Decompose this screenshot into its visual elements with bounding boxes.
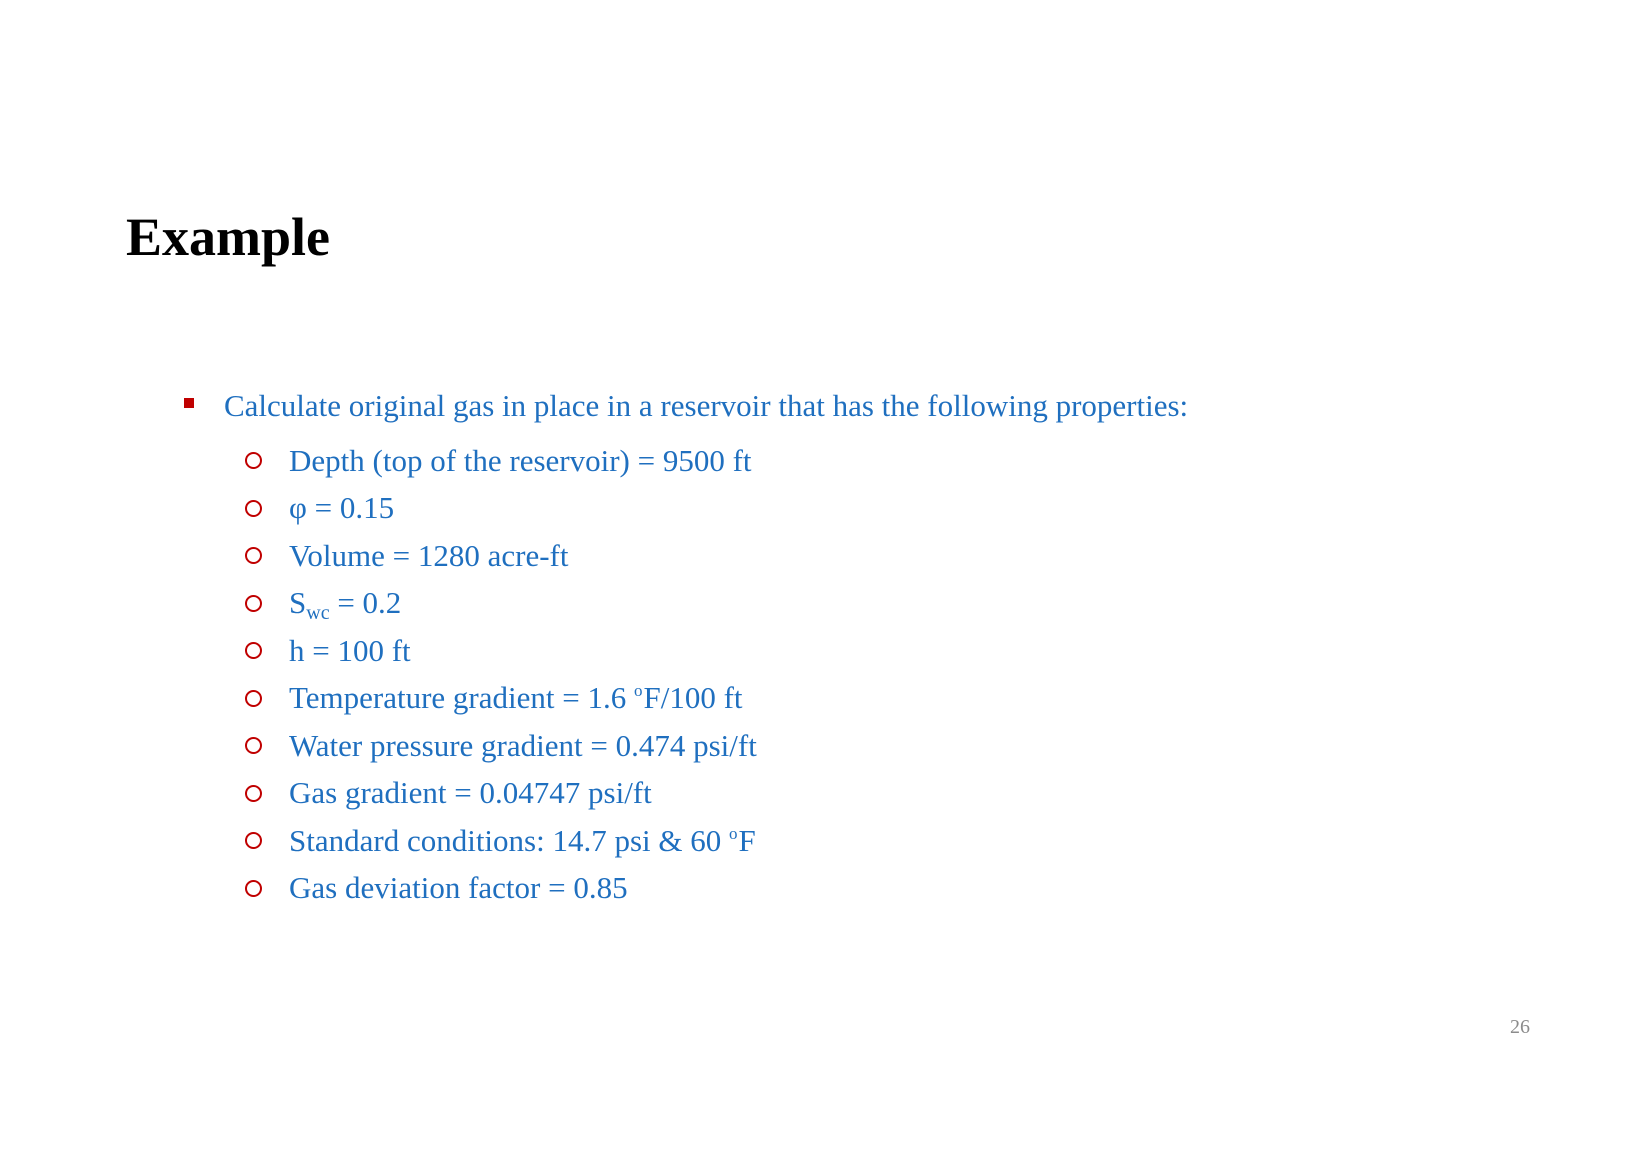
property-text (289, 678, 743, 718)
main-bullet-text: Calculate original gas in place in a reservoir that has the following properties: (224, 388, 1189, 423)
circle-bullet-icon (245, 690, 262, 707)
property-text: Gas deviation factor = 0.85 (289, 870, 628, 906)
page-number: 26 (1510, 1016, 1530, 1038)
degree-superscript: o (633, 681, 643, 701)
slide-title: Example (126, 207, 331, 267)
property-item-temperature-gradient (245, 675, 757, 723)
property-subscript: wc (306, 602, 330, 625)
property-text (289, 821, 756, 861)
circle-bullet-icon (245, 737, 262, 754)
property-text: h = 100 ft (289, 632, 411, 668)
property-unit: F/100 ft (643, 680, 743, 716)
property-text: Water pressure gradient = 0.474 psi/ft (289, 727, 757, 763)
circle-bullet-icon (245, 547, 262, 564)
property-list (245, 437, 757, 912)
property-item-volume (245, 532, 757, 580)
property-symbol: S (289, 585, 307, 621)
property-item-standard-conditions (245, 817, 757, 865)
property-label: Standard conditions: 14.7 psi & 60 (289, 822, 730, 858)
property-item-thickness (245, 627, 757, 675)
main-bullet (184, 383, 1188, 429)
property-text: Depth (top of the reservoir) = 9500 ft (289, 442, 752, 478)
circle-bullet-icon (245, 642, 262, 659)
circle-bullet-icon (245, 880, 262, 897)
property-unit: F (738, 822, 756, 858)
property-label: Temperature gradient = 1.6 (289, 680, 634, 716)
circle-bullet-icon (245, 452, 262, 469)
property-text: Gas gradient = 0.04747 psi/ft (289, 775, 652, 811)
circle-bullet-icon (245, 785, 262, 802)
square-bullet-icon (184, 398, 194, 408)
property-item-porosity (245, 485, 757, 533)
property-item-deviation-factor (245, 865, 757, 913)
circle-bullet-icon (245, 500, 262, 517)
property-value: = 0.2 (329, 585, 402, 621)
property-text (289, 583, 401, 623)
property-text: φ = 0.15 (289, 490, 395, 526)
circle-bullet-icon (245, 832, 262, 849)
property-item-gas-gradient (245, 770, 757, 818)
property-item-depth (245, 437, 757, 485)
property-item-water-gradient (245, 722, 757, 770)
circle-bullet-icon (245, 595, 262, 612)
degree-superscript: o (729, 823, 738, 843)
property-item-swc (245, 580, 757, 628)
property-text: Volume = 1280 acre-ft (289, 537, 569, 573)
